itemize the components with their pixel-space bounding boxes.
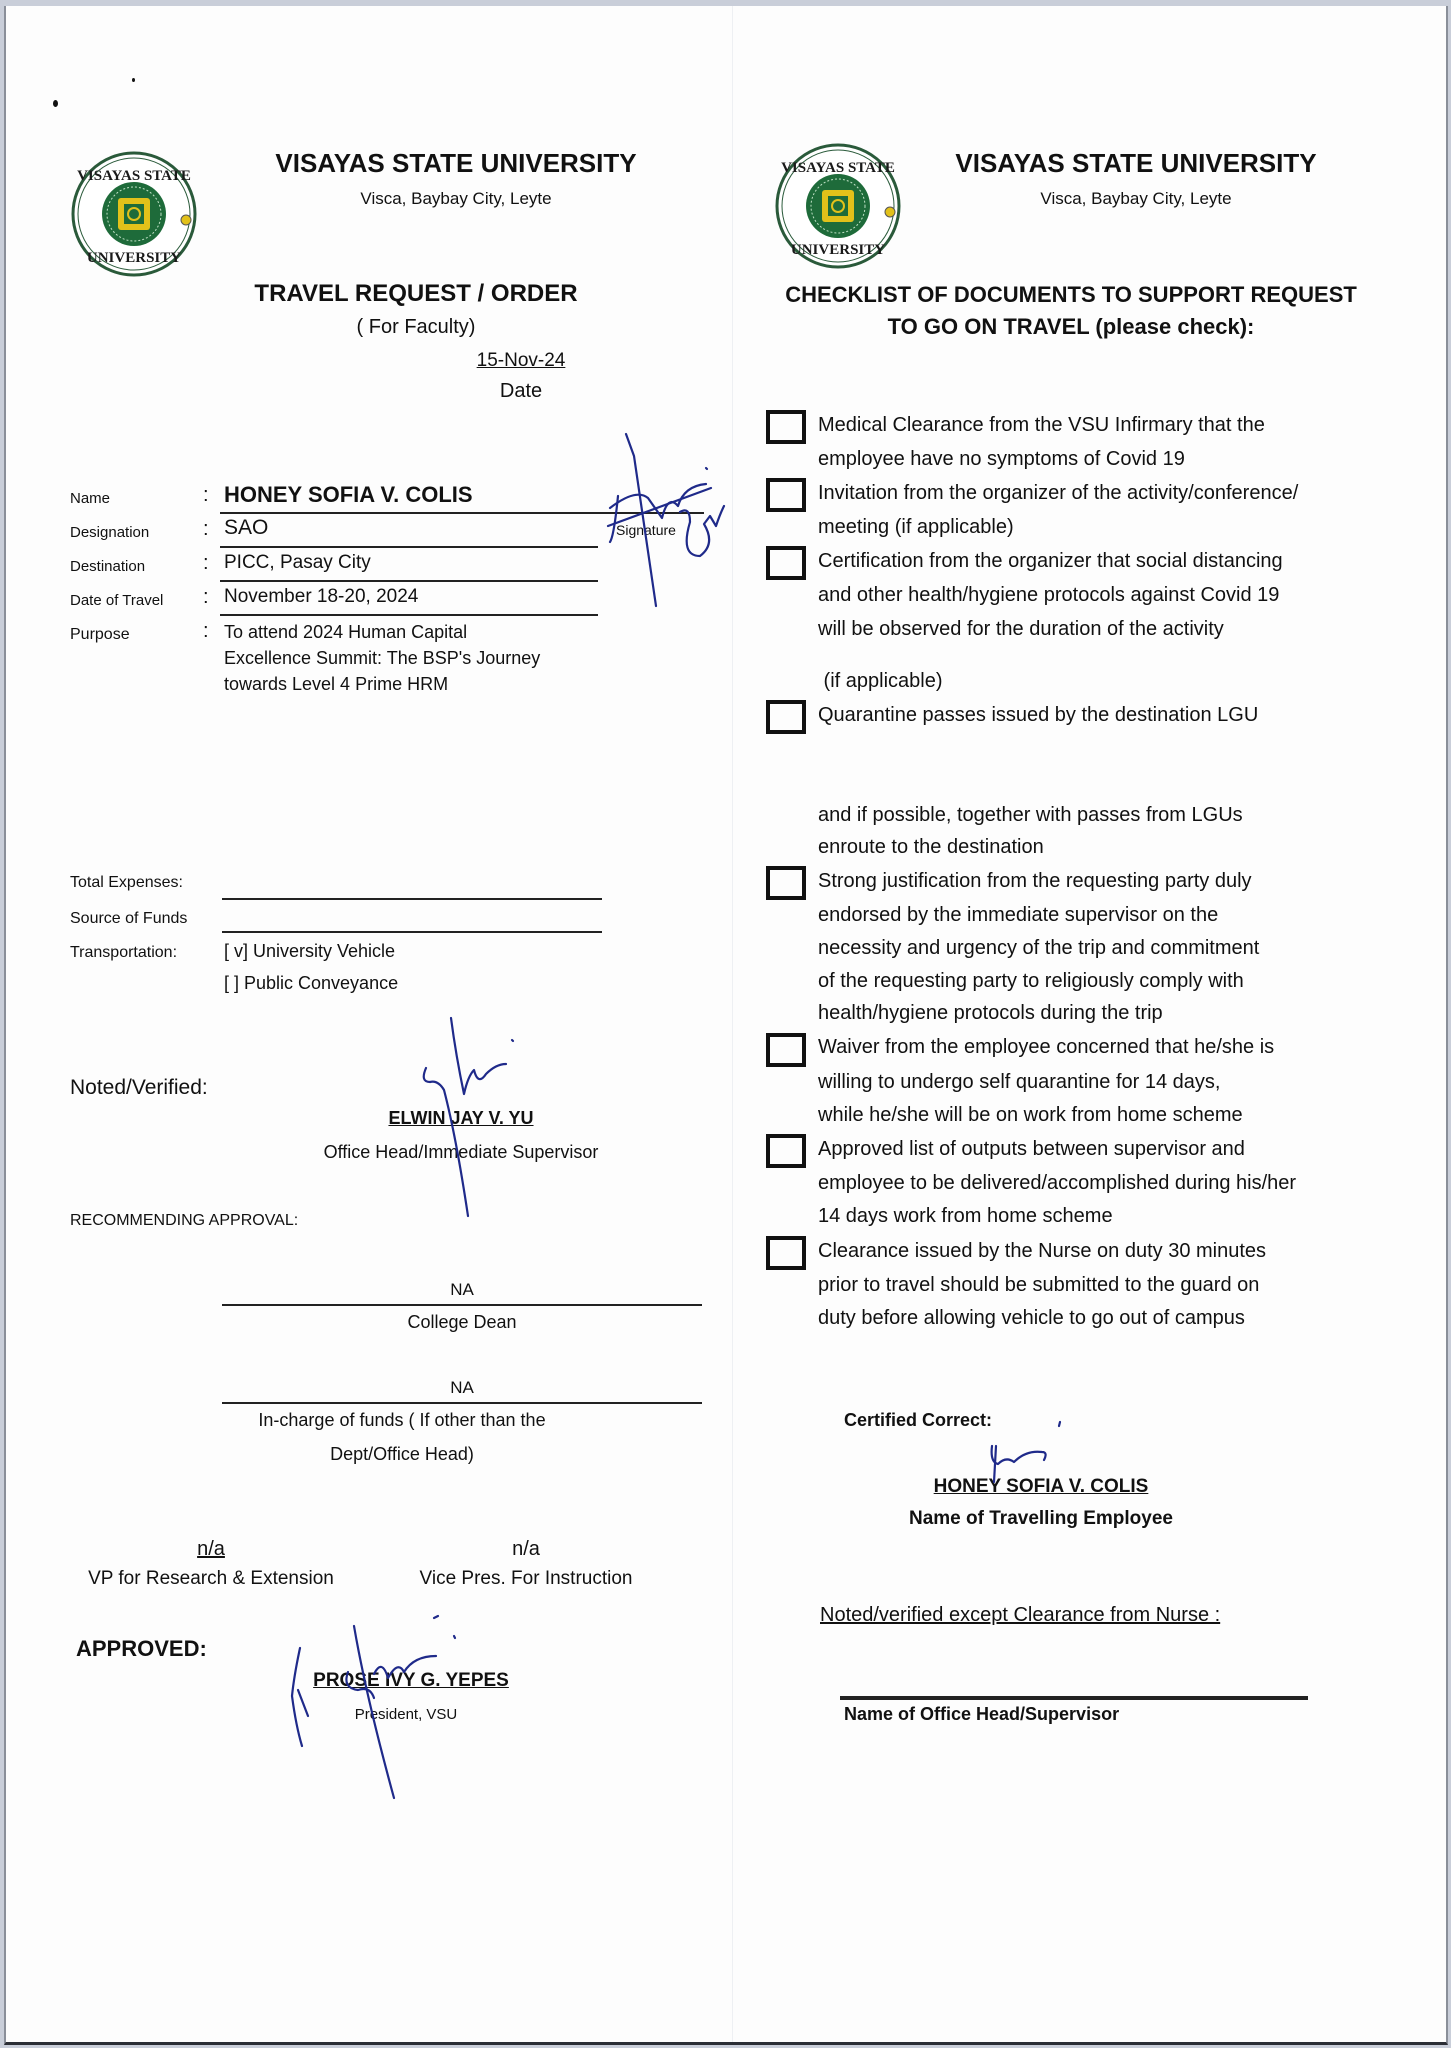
checklist-checkbox[interactable]: [766, 1134, 806, 1168]
source-of-funds-label: Source of Funds: [70, 910, 188, 927]
college-dean-line: [222, 1304, 702, 1306]
checklist-checkbox[interactable]: [766, 700, 806, 734]
university-seal-icon: [70, 150, 198, 278]
checklist-text: duty before allowing vehicle to go out of campus: [818, 1307, 1245, 1329]
checklist-text: employee to be delivered/accomplished during his/her: [818, 1172, 1297, 1194]
svg-text:UNIVERSITY: UNIVERSITY: [86, 250, 182, 266]
checklist-text: prior to travel should be submitted to the guard on: [818, 1274, 1260, 1296]
total-expenses-underline: [222, 898, 602, 900]
noted-verified-label: Noted/Verified:: [70, 1076, 208, 1099]
university-address: Visca, Baybay City, Leyte: [1040, 189, 1232, 208]
request-date: 15-Nov-24: [476, 350, 566, 371]
name-underline: [220, 512, 704, 514]
president-title: President, VSU: [354, 1706, 458, 1723]
date-of-travel-value: November 18-20, 2024: [224, 586, 419, 607]
checklist-text: 14 days work from home scheme: [818, 1205, 1113, 1227]
svg-text:VISAYAS STATE: VISAYAS STATE: [77, 168, 191, 184]
destination-underline: [220, 580, 598, 582]
date-of-travel-underline: [220, 614, 598, 616]
checklist-text: while he/she will be on work from home scheme: [818, 1104, 1243, 1126]
destination-value: PICC, Pasay City: [224, 552, 371, 573]
office-head-title: Name of Office Head/Supervisor: [844, 1704, 1120, 1724]
page-fold-divider: [732, 6, 733, 2042]
checklist-title: CHECKLIST OF DOCUMENTS TO SUPPORT REQUEST: [785, 282, 1357, 307]
designation-value: SAO: [224, 516, 269, 539]
colon: :: [203, 620, 209, 642]
college-dean-value: NA: [450, 1280, 474, 1299]
checklist-checkbox[interactable]: [766, 410, 806, 444]
checklist-text: Clearance issued by the Nurse on duty 30 minutes: [818, 1240, 1267, 1262]
checklist-text: employee have no symptoms of Covid 19: [818, 448, 1185, 470]
checklist-text: (if applicable): [818, 670, 943, 692]
checklist-text: of the requesting party to religiously comply with: [818, 970, 1244, 992]
purpose-label: Purpose: [70, 626, 130, 643]
checklist-checkbox[interactable]: [766, 546, 806, 580]
total-expenses-label: Total Expenses:: [70, 874, 183, 891]
purpose-line: Excellence Summit: The BSP's Journey: [224, 648, 541, 668]
checklist-checkbox[interactable]: [766, 1236, 806, 1270]
purpose-line: To attend 2024 Human Capital: [224, 622, 468, 642]
form-subtitle: ( For Faculty): [356, 316, 476, 338]
name-label: Name: [70, 490, 111, 507]
vp-instruction-title: Vice Pres. For Instruction: [419, 1568, 633, 1589]
university-name: VISAYAS STATE UNIVERSITY: [275, 148, 637, 178]
checklist-text: health/hygiene protocols during the trip: [818, 1002, 1163, 1024]
colon: :: [203, 552, 209, 574]
supervisor-title: Office Head/Immediate Supervisor: [323, 1142, 599, 1162]
checklist-checkbox[interactable]: [766, 866, 806, 900]
checklist-text: and other health/hygiene protocols against Covid 19: [818, 584, 1280, 606]
checklist-text: necessity and urgency of the trip and commitment: [818, 937, 1260, 959]
designation-underline: [220, 546, 598, 548]
university-seal-icon: [774, 142, 902, 270]
funds-incharge-line: [222, 1402, 702, 1404]
employee-title: Name of Travelling Employee: [909, 1508, 1173, 1529]
scan-speck: [53, 100, 58, 107]
requester-signature-icon: [596, 426, 736, 616]
scan-speck: [132, 78, 135, 82]
president-signature-icon: [286, 1586, 526, 1806]
funds-incharge-title: Dept/Office Head): [330, 1444, 474, 1464]
form-title: TRAVEL REQUEST / ORDER: [254, 280, 578, 307]
date-label: Date: [499, 380, 543, 402]
transport-option-public-conveyance[interactable]: [ ] Public Conveyance: [224, 973, 399, 993]
recommending-approval-label: RECOMMENDING APPROVAL:: [70, 1212, 299, 1229]
transportation-label: Transportation:: [70, 944, 178, 961]
scanned-document-page: [4, 6, 1448, 2045]
checklist-text: endorsed by the immediate supervisor on the: [818, 904, 1219, 926]
vp-research-value: n/a: [197, 1538, 225, 1560]
funds-incharge-title: In-charge of funds ( If other than the: [258, 1410, 546, 1430]
college-dean-title: College Dean: [407, 1312, 517, 1332]
checklist-text: and if possible, together with passes from LGUs: [818, 804, 1243, 826]
checklist-text: Certification from the organizer that social distancing: [818, 550, 1283, 572]
colon: :: [203, 586, 209, 608]
checklist-text: Quarantine passes issued by the destination LGU: [818, 704, 1259, 726]
date-of-travel-label: Date of Travel: [70, 592, 164, 609]
svg-text:VISAYAS STATE: VISAYAS STATE: [781, 160, 895, 176]
destination-label: Destination: [70, 558, 146, 575]
funds-incharge-value: NA: [450, 1378, 474, 1397]
noted-except-nurse-label: Noted/verified except Clearance from Nurse :: [820, 1604, 1221, 1626]
colon: :: [203, 484, 209, 506]
source-of-funds-underline: [222, 931, 602, 933]
name-value: HONEY SOFIA V. COLIS: [224, 482, 473, 507]
checklist-text: Waiver from the employee concerned that he/she is: [818, 1036, 1275, 1058]
signature-label: Signature: [616, 522, 676, 538]
employee-name: HONEY SOFIA V. COLIS: [933, 1476, 1149, 1497]
checklist-text: Approved list of outputs between supervisor and: [818, 1138, 1245, 1160]
checklist-text: will be observed for the duration of the activity: [818, 618, 1224, 640]
vp-instruction-value: n/a: [512, 1538, 540, 1560]
certified-correct-label: Certified Correct:: [844, 1410, 993, 1430]
university-name: VISAYAS STATE UNIVERSITY: [955, 148, 1317, 178]
checklist-title: TO GO ON TRAVEL (please check):: [887, 314, 1255, 339]
checklist-text: Medical Clearance from the VSU Infirmary that the: [818, 414, 1265, 436]
president-name: PROSE IVY G. YEPES: [313, 1670, 509, 1691]
checklist-text: Strong justification from the requesting party duly: [818, 870, 1252, 892]
svg-text:UNIVERSITY: UNIVERSITY: [790, 242, 886, 258]
checklist-text: Invitation from the organizer of the activity/conference/: [818, 482, 1299, 504]
approved-label: APPROVED:: [76, 1636, 207, 1661]
vp-research-title: VP for Research & Extension: [88, 1568, 334, 1589]
office-head-line: [840, 1696, 1308, 1700]
checklist-text: enroute to the destination: [818, 836, 1044, 858]
transport-option-university-vehicle[interactable]: [ v] University Vehicle: [224, 941, 396, 961]
checklist-text: willing to undergo self quarantine for 14 days,: [818, 1071, 1221, 1093]
supervisor-name: ELWIN JAY V. YU: [388, 1108, 534, 1128]
colon: :: [203, 518, 209, 540]
university-address: Visca, Baybay City, Leyte: [360, 189, 552, 208]
checklist-checkbox[interactable]: [766, 478, 806, 512]
checklist-checkbox[interactable]: [766, 1033, 806, 1067]
checklist-text: meeting (if applicable): [818, 516, 1014, 538]
purpose-line: towards Level 4 Prime HRM: [224, 674, 449, 694]
designation-label: Designation: [70, 524, 150, 541]
